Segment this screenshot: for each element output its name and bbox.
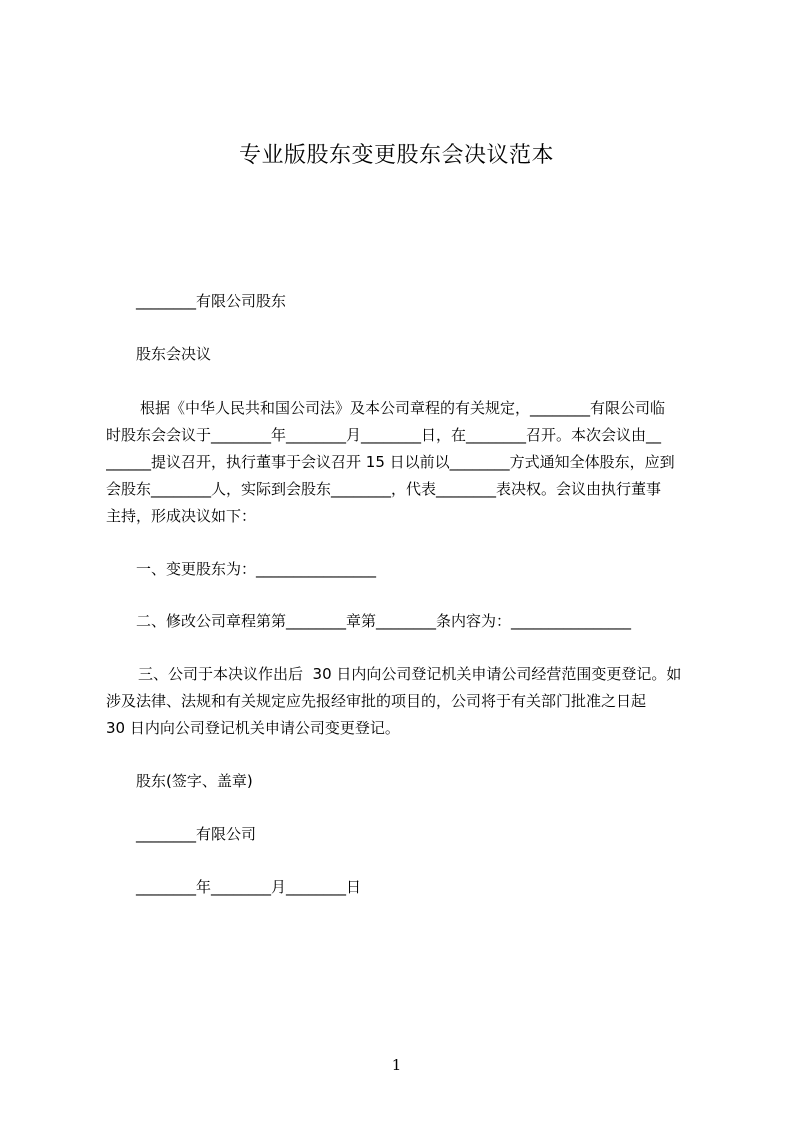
intro-paragraph-line: 主持，形成决议如下： xyxy=(106,507,257,525)
date-line: ________年________月________日 xyxy=(136,878,362,896)
resolution-item-3-line: 三、公司于本决议作出后 30 日内向公司登记机关申请公司经营范围变更登记。如 xyxy=(138,665,682,683)
resolution-item-3-line: 涉及法律、法规和有关规定应先报经审批的项目的，公司将于有关部门批准之日起 xyxy=(106,692,647,710)
resolution-item-1: 一、变更股东为：________________ xyxy=(136,560,377,578)
intro-paragraph-line: ______提议召开，执行董事于会议召开 15 日以前以________方式通知全体股东，应到 xyxy=(106,453,675,471)
signature-label: 股东(签字、盖章) xyxy=(136,772,253,790)
signature-company: ________有限公司 xyxy=(136,825,257,843)
intro-paragraph-line: 会股东________人，实际到会股东________，代表________表决权。会议由执行董事 xyxy=(106,480,662,498)
page-number: 1 xyxy=(391,1056,402,1074)
intro-paragraph-line: 时股东会会议于________年________月________日，在________召开。本次会议由__ xyxy=(106,426,662,444)
company-shareholders-line: ________有限公司股东 xyxy=(136,292,287,310)
resolution-item-3-line: 30 日内向公司登记机关申请公司变更登记。 xyxy=(106,719,400,737)
document-title: 专业版股东变更股东会决议范本 xyxy=(238,143,554,168)
resolution-heading: 股东会决议 xyxy=(136,345,212,363)
intro-paragraph-line: 根据《中华人民共和国公司法》及本公司章程的有关规定，________有限公司临 xyxy=(140,399,666,417)
resolution-item-2: 二、修改公司章程第第________章第________条内容为：________________ xyxy=(136,612,632,630)
